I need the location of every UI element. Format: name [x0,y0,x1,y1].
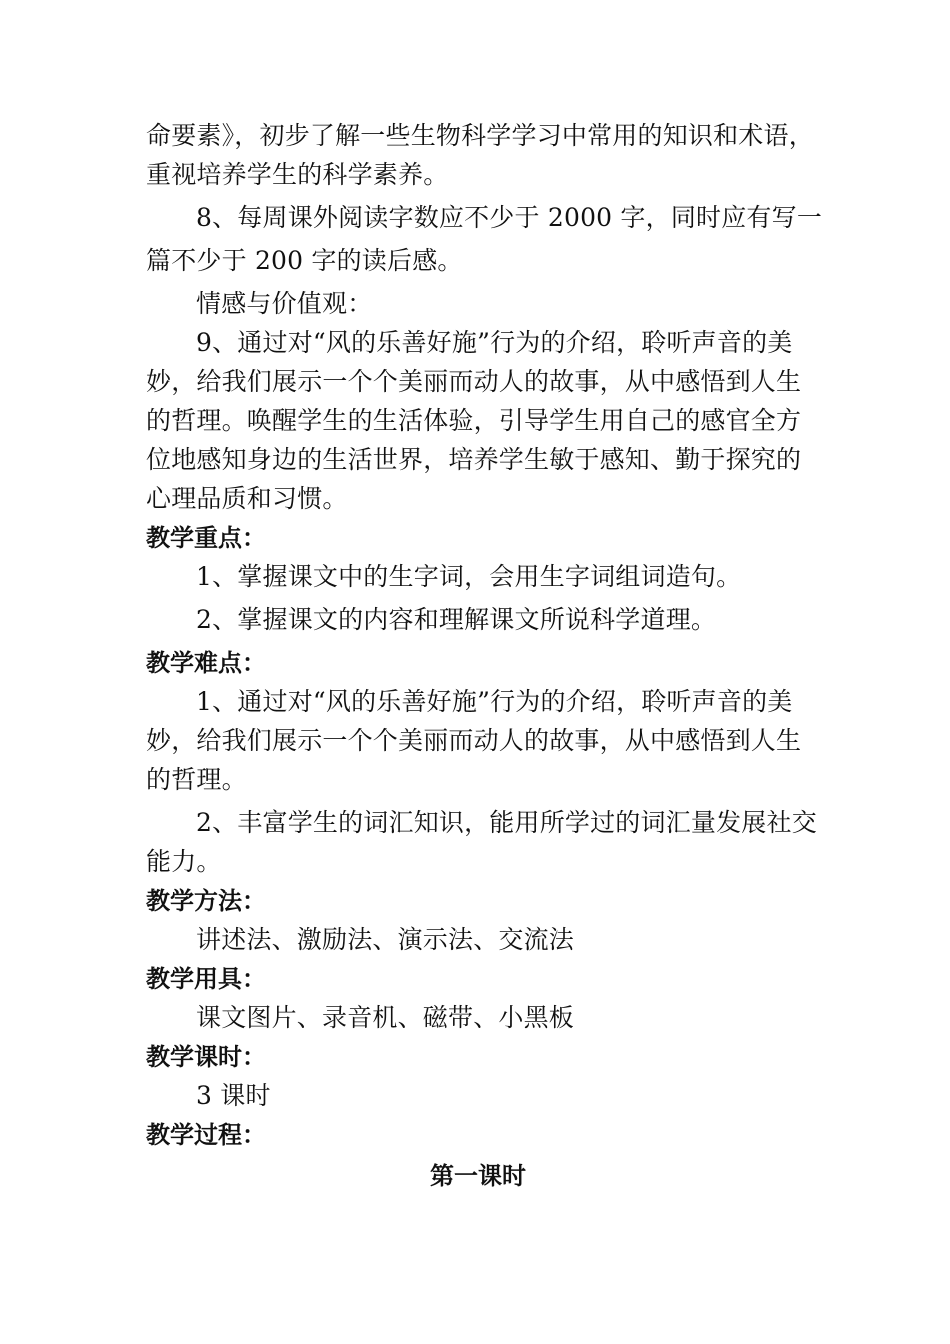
methods-heading: 教学方法： [146,886,266,915]
key-point-1: 1、掌握课文中的生字词，会用生字词组词造句。 [196,562,742,591]
difficulty-1-line-3: 的哲理。 [146,765,247,794]
item9-line-5: 心理品质和习惯。 [146,484,348,513]
item8-line-1: 8、每周课外阅读字数应不少于 2000 字，同时应有写一 [196,203,823,232]
difficulties-heading: 教学难点： [146,648,266,677]
difficulty-1-line-1: 1、通过对“风的乐善好施”行为的介绍，聆听声音的美 [196,687,793,716]
hours-text: 3 课时 [196,1081,271,1110]
item8-line-2: 篇不少于 200 字的读后感。 [146,246,463,275]
lesson-title: 第一课时 [430,1161,526,1190]
difficulty-2-line-2: 能力。 [146,847,222,876]
tools-text: 课文图片、录音机、磁带、小黑板 [196,1003,575,1032]
intro-line-1: 命要素》，初步了解一些生物科学学习中常用的知识和术语， [146,121,814,150]
difficulty-2-line-1: 2、丰富学生的词汇知识，能用所学过的词汇量发展社交 [196,808,817,837]
item9-line-2: 妙，给我们展示一个个美丽而动人的故事，从中感悟到人生 [146,367,802,396]
difficulty-1-line-2: 妙，给我们展示一个个美丽而动人的故事，从中感悟到人生 [146,726,802,755]
methods-text: 讲述法、激励法、演示法、交流法 [196,925,575,954]
hours-heading: 教学课时： [146,1042,266,1071]
item9-line-4: 位地感知身边的生活世界，培养学生敏于感知、勤于探究的 [146,445,802,474]
intro-line-2: 重视培养学生的科学素养。 [146,160,449,189]
document-page [146,116,823,1195]
process-heading: 教学过程： [146,1120,266,1149]
values-label: 情感与价值观： [196,289,373,318]
key-points-heading: 教学重点： [146,523,266,552]
tools-heading: 教学用具： [146,964,266,993]
item9-line-1: 9、通过对“风的乐善好施”行为的介绍，聆听声音的美 [196,328,793,357]
key-point-2: 2、掌握课文的内容和理解课文所说科学道理。 [196,605,717,634]
item9-line-3: 的哲理。唤醒学生的生活体验，引导学生用自己的感官全方 [146,406,802,435]
